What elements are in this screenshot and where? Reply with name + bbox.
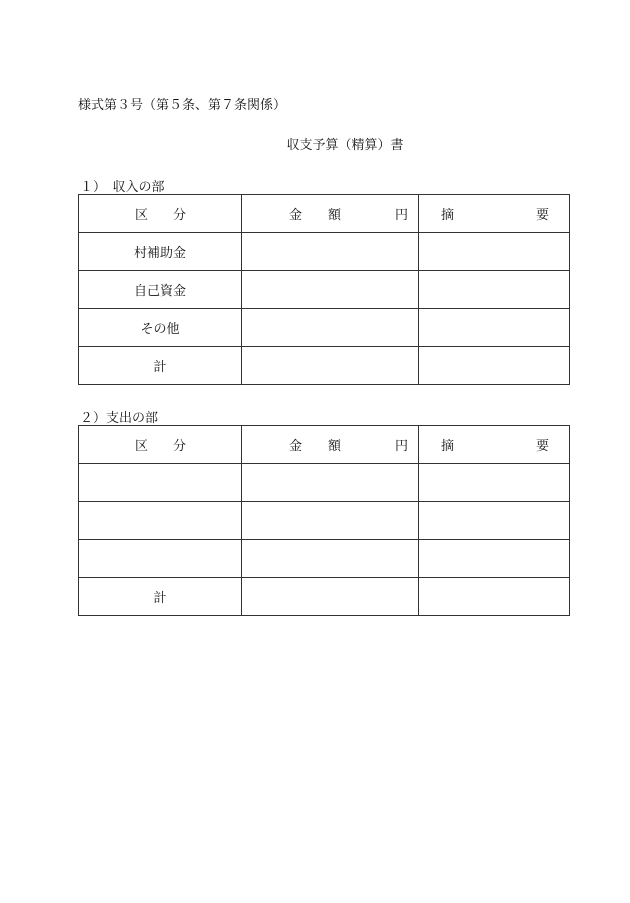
income-section-label: １） 収入の部 [80, 180, 165, 195]
row-category: 村補助金 [79, 233, 242, 271]
total-note[interactable] [419, 347, 570, 385]
row-amount[interactable] [242, 309, 419, 347]
row-note[interactable] [419, 540, 570, 578]
table-header-row [79, 195, 570, 233]
header-category [79, 195, 242, 233]
total-row [79, 578, 570, 616]
row-amount[interactable] [242, 540, 419, 578]
row-amount[interactable] [242, 233, 419, 271]
table-row [79, 271, 570, 309]
table-row [79, 464, 570, 502]
total-label: 計 [79, 578, 242, 616]
header-note [419, 426, 570, 464]
header-amount [242, 426, 419, 464]
row-category: 自己資金 [79, 271, 242, 309]
total-row [79, 347, 570, 385]
header-amount [242, 195, 419, 233]
row-category[interactable] [79, 464, 242, 502]
row-category[interactable] [79, 502, 242, 540]
header-kubun-1: 区 [135, 439, 149, 454]
header-kingaku-1: 金 [289, 208, 303, 223]
income-table [78, 194, 570, 385]
row-note[interactable] [419, 271, 570, 309]
header-kingaku-2: 額 [328, 208, 342, 223]
table-row [79, 309, 570, 347]
row-amount[interactable] [242, 271, 419, 309]
header-kubun-2: 分 [172, 439, 186, 454]
row-amount[interactable] [242, 502, 419, 540]
header-note [419, 195, 570, 233]
row-note[interactable] [419, 233, 570, 271]
header-category [79, 426, 242, 464]
expense-section-label: ２）支出の部 [80, 411, 159, 426]
total-label: 計 [79, 347, 242, 385]
form-number: 様式第３号（第５条、第７条関係） [78, 98, 287, 113]
total-amount[interactable] [242, 347, 419, 385]
table-row [79, 233, 570, 271]
row-note[interactable] [419, 502, 570, 540]
expense-table [78, 425, 570, 616]
row-category: その他 [79, 309, 242, 347]
header-yen-unit: 円 [394, 439, 408, 454]
total-amount[interactable] [242, 578, 419, 616]
header-tekiyo-1: 摘 [441, 439, 455, 454]
table-row [79, 540, 570, 578]
page-title: 収支予算（精算）書 [286, 138, 404, 153]
header-kubun-2: 分 [172, 208, 186, 223]
row-note[interactable] [419, 309, 570, 347]
total-note[interactable] [419, 578, 570, 616]
row-amount[interactable] [242, 464, 419, 502]
row-category[interactable] [79, 540, 242, 578]
header-yen-unit: 円 [394, 208, 408, 223]
table-header-row [79, 426, 570, 464]
header-kingaku-2: 額 [328, 439, 342, 454]
header-tekiyo-2: 要 [535, 439, 549, 454]
header-tekiyo-2: 要 [535, 208, 549, 223]
header-kingaku-1: 金 [289, 439, 303, 454]
row-note[interactable] [419, 464, 570, 502]
header-kubun-1: 区 [135, 208, 149, 223]
header-tekiyo-1: 摘 [441, 208, 455, 223]
table-row [79, 502, 570, 540]
